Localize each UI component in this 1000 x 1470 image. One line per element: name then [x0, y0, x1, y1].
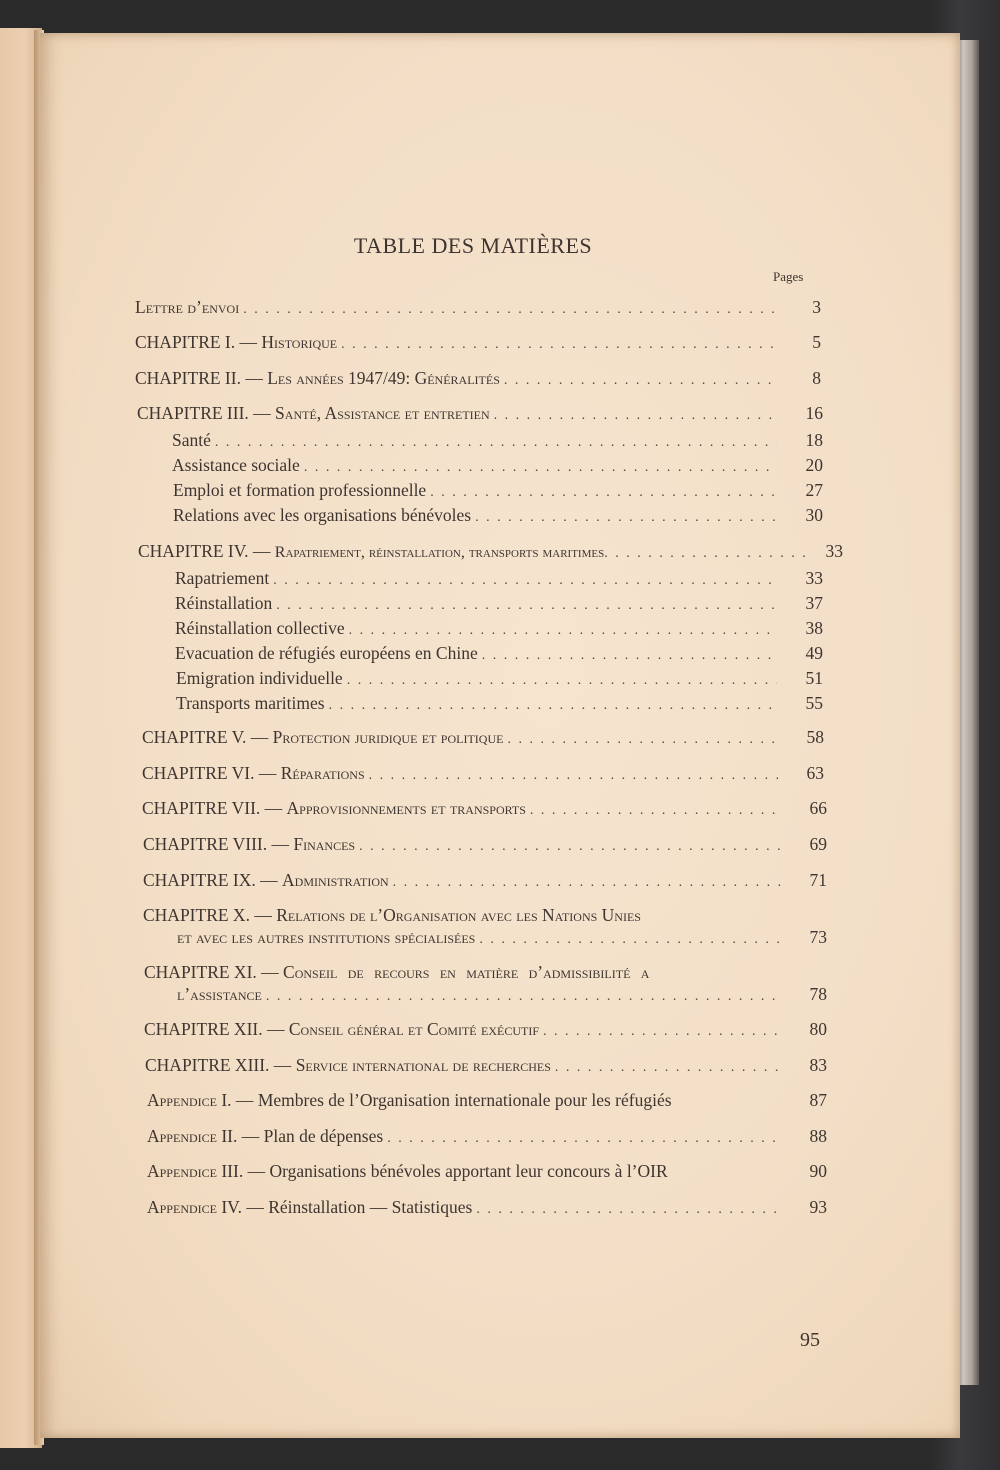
pages-column-header: Pages — [773, 269, 804, 284]
toc-entry-chapitre-2 — [135, 368, 821, 392]
entry-title: Plan de dépenses — [263, 1126, 384, 1146]
toc-entry-chapitre-7 — [142, 798, 827, 822]
entry-chapter: CHAPITRE XII. — — [144, 1019, 285, 1039]
entry-title: Historique — [261, 332, 338, 352]
toc-appendice-2 — [147, 1126, 827, 1150]
entry-title: Finances — [293, 834, 356, 854]
leader-dots — [479, 932, 781, 948]
leader-dots — [430, 485, 777, 501]
entry-page: 69 — [809, 834, 827, 854]
page-number: 95 — [800, 1329, 820, 1351]
entry-chapter: CHAPITRE VIII. — — [143, 834, 289, 854]
entry-page: 83 — [809, 1055, 827, 1075]
entry-title: Conseil général et Comité exécutif — [288, 1019, 540, 1039]
entry-chapter: CHAPITRE XI. — — [144, 962, 279, 982]
entry-title-continued: l’assistance — [177, 984, 262, 1004]
toc-entry-chapitre-4 — [138, 541, 843, 565]
toc-subentry-assistance — [172, 455, 823, 479]
toc-entry-chapitre-12 — [144, 1019, 827, 1043]
entry-title: Assistance sociale — [172, 455, 300, 475]
entry-title: Réinstallation — Statistiques — [268, 1197, 473, 1217]
toc-appendice-3 — [147, 1161, 827, 1185]
entry-page: 63 — [806, 763, 824, 783]
entry-page: 73 — [809, 927, 827, 947]
toc-subentry-rapatriement — [175, 568, 823, 592]
toc-subentry-reinstallation-collective — [175, 618, 823, 642]
entry-page: 38 — [805, 618, 823, 638]
toc-entry-chapitre-8 — [143, 834, 827, 858]
entry-chapter: CHAPITRE IV. — — [138, 541, 271, 561]
toc-entry-chapitre-11-continued — [177, 984, 827, 1008]
leader-dots — [347, 673, 777, 689]
toc-entry-chapitre-13 — [145, 1055, 827, 1079]
leader-dots — [482, 648, 777, 664]
leader-dots — [349, 623, 777, 639]
leader-dots — [341, 337, 775, 353]
toc-entry-chapitre-1 — [135, 332, 821, 356]
entry-title: Emigration individuelle — [176, 668, 343, 688]
entry-chapter: CHAPITRE VII. — — [142, 798, 283, 818]
leader-dots — [494, 408, 777, 424]
entry-title: Evacuation de réfugiés européens en Chine — [175, 643, 478, 663]
toc-entry-chapitre-5 — [142, 727, 824, 751]
leader-dots — [555, 1060, 781, 1076]
entry-title: Les années 1947/49: Généralités — [267, 368, 500, 388]
entry-title: Membres de l’Organisation internationale pour les réfugiés — [257, 1090, 672, 1110]
leader-dots — [329, 698, 777, 714]
entry-page: 93 — [809, 1197, 827, 1217]
leader-dots — [530, 803, 781, 819]
entry-page: 49 — [805, 643, 823, 663]
entry-title: Réparations — [280, 763, 365, 783]
entry-page: 3 — [812, 297, 821, 317]
entry-page: 80 — [809, 1019, 827, 1039]
entry-page: 5 — [812, 332, 821, 352]
entry-chapter: CHAPITRE IX. — — [143, 870, 278, 890]
entry-title: Transports maritimes — [176, 693, 325, 713]
entry-page: 88 — [809, 1126, 827, 1146]
leader-dots — [243, 302, 775, 318]
entry-title: Organisations bénévoles apportant leur concours à l’OIR — [269, 1161, 668, 1181]
toc-subentry-sante — [172, 430, 823, 454]
leader-dots — [304, 460, 777, 476]
leader-dots — [475, 510, 777, 526]
leader-dots — [273, 573, 777, 589]
entry-chapter: CHAPITRE X. — — [143, 905, 272, 925]
toc-appendice-4 — [147, 1197, 827, 1221]
entry-title: Approvisionnements et transports — [286, 798, 526, 818]
toc-entry-chapitre-10-continued — [177, 927, 827, 951]
entry-chapter: Appendice II. — — [147, 1126, 260, 1146]
entry-page: 90 — [809, 1161, 827, 1181]
entry-page: 55 — [805, 693, 823, 713]
toc-subentry-evacuation — [175, 643, 823, 667]
entry-page: 27 — [805, 480, 823, 500]
entry-page: 18 — [805, 430, 823, 450]
toc-subentry-emigration — [176, 668, 823, 692]
entry-page: 16 — [805, 403, 823, 423]
toc-subentry-transports — [176, 693, 823, 717]
entry-title: Réinstallation — [175, 593, 273, 613]
entry-page: 51 — [805, 668, 823, 688]
document-page — [40, 33, 960, 1438]
leader-dots — [215, 435, 777, 451]
entry-page: 20 — [805, 455, 823, 475]
entry-title: Rapatriement, réinstallation, transports maritimes — [274, 544, 605, 561]
toc-entry-chapitre-11 — [144, 962, 827, 986]
entry-title: Relations avec les organisations bénévoles — [173, 505, 472, 525]
entry-title: Emploi et formation professionnelle — [173, 480, 427, 500]
entry-chapter: CHAPITRE VI. — — [142, 763, 277, 783]
toc-entry-lettre — [135, 297, 821, 321]
entry-page: 78 — [809, 984, 827, 1004]
entry-title: Protection juridique et politique — [272, 727, 504, 747]
leader-dots — [369, 768, 778, 784]
toc-subentry-emploi — [173, 480, 823, 504]
entry-chapter: CHAPITRE I. — — [135, 332, 258, 352]
leader-dots — [393, 875, 781, 891]
entry-chapter: Appendice III. — — [147, 1161, 266, 1181]
entry-page: 37 — [805, 593, 823, 613]
entry-title: Conseil de recours en matière d’admissibilité a — [283, 962, 650, 982]
entry-chapter: CHAPITRE III. — — [137, 403, 271, 423]
leader-dots — [604, 546, 813, 562]
entry-title: Rapatriement — [175, 568, 270, 588]
page-title: TABLE DES MATIÈRES — [353, 233, 593, 258]
entry-chapter: CHAPITRE II. — — [135, 368, 263, 388]
toc-entry-chapitre-9 — [143, 870, 827, 894]
entry-page: 66 — [809, 798, 827, 818]
entry-chapter: CHAPITRE V. — — [142, 727, 269, 747]
leader-dots — [387, 1131, 781, 1147]
leader-dots — [359, 839, 781, 855]
entry-title: Service international de recherches — [295, 1055, 551, 1075]
entry-chapter: CHAPITRE XIII. — — [145, 1055, 292, 1075]
entry-page: 33 — [805, 568, 823, 588]
leader-dots — [266, 989, 781, 1005]
entry-page: 8 — [812, 368, 821, 388]
entry-page: 58 — [806, 727, 824, 747]
entry-chapter: Appendice I. — — [147, 1090, 254, 1110]
entry-title: Santé, Assistance et entretien — [275, 403, 490, 423]
entry-title: Santé — [172, 430, 211, 450]
leader-dots — [543, 1024, 781, 1040]
toc-entry-chapitre-3 — [137, 403, 823, 427]
entry-page: 71 — [809, 870, 827, 890]
toc-subentry-reinstallation — [175, 593, 823, 617]
leader-dots — [504, 373, 775, 389]
leader-dots — [507, 732, 778, 748]
entry-title: Administration — [282, 870, 389, 890]
entry-page: 30 — [805, 505, 823, 525]
entry-title: Relations de l’Organisation avec les Nations Unies — [276, 905, 641, 925]
toc-entry-chapitre-10 — [143, 905, 827, 929]
toc-appendice-1 — [147, 1090, 827, 1114]
toc-entry-chapitre-6 — [142, 763, 824, 787]
leader-dots — [276, 598, 777, 614]
entry-title-continued: et avec les autres institutions spécialisées — [177, 927, 476, 947]
toc-subentry-relations — [173, 505, 823, 529]
leader-dots — [476, 1202, 781, 1218]
entry-title: Lettre d’envoi — [135, 297, 240, 317]
entry-title: Réinstallation collective — [175, 618, 345, 638]
entry-chapter: Appendice IV. — — [147, 1197, 264, 1217]
entry-page: 87 — [809, 1090, 827, 1110]
entry-page: 33 — [825, 541, 843, 561]
